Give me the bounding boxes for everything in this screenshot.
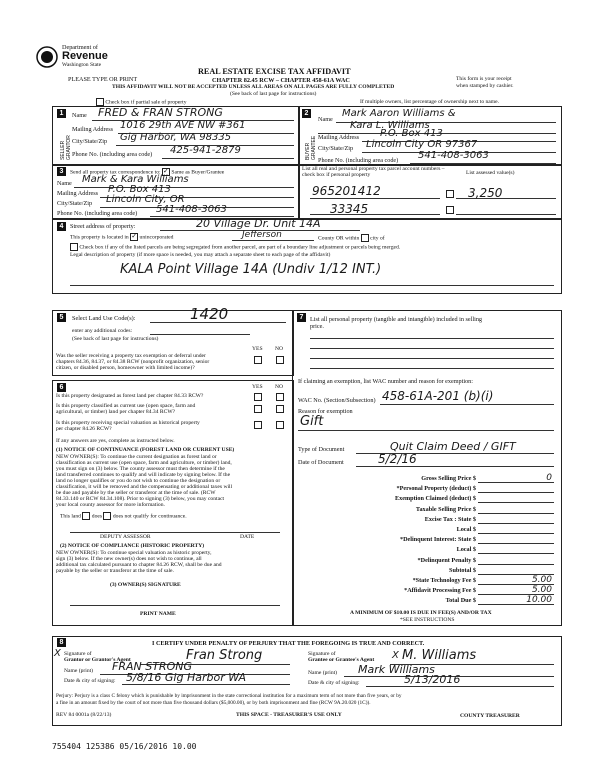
parcel-header: List all real and personal property tax parcel account numbers – check box if personal property	[302, 166, 445, 179]
s6-q3b: per chapter 84.26 RCW?	[56, 426, 112, 432]
section5-number: 5	[57, 313, 66, 322]
land-use-label: Select Land Use Code(s):	[72, 315, 136, 322]
nocomp-title: (2) NOTICE OF COMPLIANCE (HISTORIC PROPERTY)	[60, 543, 205, 549]
s5-see-back: (See back of last page for instructions)	[72, 336, 159, 342]
s6-if-yes: If any answers are yes, complete as instructed below.	[56, 438, 175, 444]
wac-value[interactable]: 458-61A-201 (b)(i)	[382, 389, 494, 403]
sig-grantee-value[interactable]: M. Williams	[402, 648, 477, 663]
calc-label: Total Due $	[445, 597, 476, 605]
s5-q1: Was the seller receiving a property tax exemption or deferral under	[56, 353, 206, 359]
noc-line: be due and payable by the seller or transferor at the time of sale. (RCW	[56, 490, 216, 496]
s5-no-checkbox[interactable]	[276, 356, 284, 364]
name-print-label: Name (print)	[64, 668, 94, 674]
legal-label: Legal description of property (if more space is needed, you may attach a separate sheet to each page of the affidavit)	[70, 252, 331, 258]
s2-phone-value[interactable]: 541-408-3063	[418, 150, 489, 161]
same-as-buyer-checkbox[interactable]: ✓	[163, 167, 169, 175]
calc-label: *Delinquent Penalty $	[417, 556, 476, 564]
section1-number: 1	[57, 109, 66, 118]
receipt-note1: This form is your receipt	[456, 76, 512, 82]
s1-mailing-value[interactable]: 1016 29th AVE NW #361	[120, 120, 246, 131]
s5-yes: YES	[252, 346, 263, 352]
s2-name-value2[interactable]: Kara L. Williams	[350, 120, 430, 131]
county-treasurer: COUNTY TREASURER	[460, 713, 520, 719]
name-print-value[interactable]: FRAN STRONG	[112, 660, 192, 673]
sig-grantee-label1: Signature of	[308, 651, 336, 657]
multiple-owners: If multiple owners, list percentage of ownership next to name.	[360, 99, 500, 105]
s6-q3-yes-checkbox[interactable]	[254, 421, 262, 429]
street-label: Street address of property:	[70, 223, 136, 230]
sig-grantor-label2: Grantor or Grantor's Agent	[64, 657, 131, 663]
doc-date-value[interactable]: 5/2/16	[378, 452, 417, 466]
noc-line: land no longer qualifies or you do not wish to continue the designation or	[56, 478, 221, 484]
partial-sale-row	[96, 98, 187, 106]
s3-city-label: City/State/Zip	[57, 200, 93, 207]
s1-name-label: Name	[72, 112, 87, 119]
section8-number: 8	[57, 638, 66, 647]
s5-q3: citizen, or disabled person, homeowner with limited income)?	[56, 365, 195, 371]
s2-mailing-value[interactable]: P.O. Box 413	[380, 128, 443, 139]
date-city-label: Date & city of signing:	[64, 678, 116, 684]
noc-title: (1) NOTICE OF CONTINUANCE (FOREST LAND OR CURRENT USE)	[56, 447, 235, 453]
s2-name-value1[interactable]: Mark Aaron Williams &	[342, 108, 456, 119]
dept-line3: Washington State	[62, 62, 102, 68]
deputy-assessor: DEPUTY ASSESSOR	[100, 534, 151, 540]
partial-sale-label: Check box if partial sale of property	[105, 99, 187, 106]
parcel-2-checkbox[interactable]	[446, 206, 454, 214]
s1-city-value[interactable]: Gig Harbor, WA 98335	[120, 132, 232, 143]
s6-q3-no-checkbox[interactable]	[276, 421, 284, 429]
print-name-label: PRINT NAME	[140, 611, 176, 617]
form-warning: THIS AFFIDAVIT WILL NOT BE ACCEPTED UNLESS ALL AREAS ON ALL PAGES ARE FULLY COMPLETED	[112, 84, 395, 90]
s6-q2b: agricultural, or timber) land per chapter 84.34 RCW?	[56, 409, 176, 415]
section2-number: 2	[302, 109, 311, 118]
doc-date-label: Date of Document	[298, 459, 344, 466]
form-title: REAL ESTATE EXCISE TAX AFFIDAVIT	[198, 67, 351, 76]
doc-type-label: Type of Document	[298, 446, 345, 453]
parcel-1[interactable]: 965201412	[312, 184, 381, 198]
parcel-2[interactable]: 33345	[330, 202, 369, 216]
noc-line: 84.33.140 or RCW 84.34.108). Prior to signing (3) below, you may contact	[56, 496, 225, 502]
s3-name-label: Name	[57, 180, 72, 187]
perjury-line1: Perjury: Perjury is a class C felony which is punishable by imprisonment in the state correctional institution for a maximum term of not more than five years, or by	[56, 693, 402, 699]
see-back: (See back of last page for instructions)	[230, 91, 317, 97]
this-land-row: This land does does not qualify for continuance.	[60, 513, 187, 520]
dept-line2: Revenue	[62, 50, 108, 62]
calc-label: Local $	[456, 526, 476, 533]
min-note: A MINIMUM OF $10.00 IS DUE IN FEE(S) AND/OR TAX	[350, 610, 492, 616]
treasurer-space: THIS SPACE - TREASURER'S USE ONLY	[236, 712, 342, 718]
rev-code: REV 84 0001a (8/22/13)	[56, 712, 112, 718]
s3-name-value[interactable]: Mark & Kara Williams	[82, 174, 189, 185]
s6-q2-no-checkbox[interactable]	[276, 405, 284, 413]
s6-q1-yes-checkbox[interactable]	[254, 393, 262, 401]
street-value[interactable]: 20 Village Dr. Unit 14A	[196, 217, 321, 230]
section1-side-label: SELLER GRANTOR	[60, 135, 72, 160]
s3-city-value[interactable]: Lincoln City, OR	[106, 194, 185, 205]
calc-label: *State Technology Fee $	[412, 577, 476, 584]
form-chapter: CHAPTER 82.45 RCW – CHAPTER 458-61A WAC	[212, 77, 350, 84]
s3-mailing-value[interactable]: P.O. Box 413	[108, 184, 171, 195]
receipt-note2: when stamped by cashier.	[456, 83, 514, 89]
legal-value[interactable]: KALA Point Village 14A (Undiv 1/12 INT.)	[120, 262, 382, 277]
s6-q2-yes-checkbox[interactable]	[254, 405, 262, 413]
date-city-label2: Date & city of signing:	[308, 680, 360, 686]
exemption-claim: If claiming an exemption, list WAC number and reason for exemption:	[298, 378, 473, 385]
section6-number: 6	[57, 383, 66, 392]
noc-line: NEW OWNER(S): To continue the current designation as forest land or	[56, 454, 217, 460]
date-city-value2[interactable]: 5/13/2016	[404, 673, 461, 686]
calc-label: *Personal Property (deduct) $	[396, 485, 476, 493]
nocomp-line: additional tax calculated pursuant to chapter 84.26 RCW, shall be due and	[56, 562, 222, 568]
land-use-value[interactable]: 1420	[190, 305, 229, 323]
assessed-header: List assessed value(s)	[466, 170, 515, 176]
s1-phone-label: Phone No. (including area code)	[72, 151, 153, 158]
calc-label: Exemption Claimed (deduct) $	[395, 495, 476, 503]
deputy-date: DATE	[240, 534, 255, 540]
s3-phone-label: Phone No. (including area code)	[57, 210, 138, 217]
sig-grantee-label2: Grantee or Grantee's Agent	[308, 657, 375, 663]
city-checkbox[interactable]	[361, 234, 369, 242]
sig-grantor-value[interactable]: Fran Strong	[186, 648, 263, 663]
wac-label: WAC No. (Section/Subsection)	[298, 397, 376, 404]
s3-mailing-label: Mailing Address	[57, 190, 99, 197]
dept-line1: Department of	[62, 44, 98, 51]
date-city-value[interactable]: 5/8/16 Gig Harbor WA	[126, 671, 247, 684]
nocomp-line: payable by the seller or transferor at the time of sale.	[56, 568, 174, 574]
noc-line: classification, it will be removed and the compensating or additional taxes will	[56, 484, 233, 490]
s1-city-label: City/State/Zip	[72, 138, 108, 145]
owner-sig-label: (3) OWNER(S) SIGNATURE	[110, 582, 181, 588]
s6-q1: Is this property designated as forest land per chapter 84.33 RCW?	[56, 393, 204, 399]
section2-side-label: BUYER GRANTEE	[305, 135, 317, 160]
see-instructions: *SEE INSTRUCTIONS	[400, 617, 455, 623]
s6-no: NO	[275, 384, 284, 390]
perjury-line2: a fine in an amount fixed by the court of not more than five thousand dollars ($5,000.00), or by both imprisonment and fine (RCW 9A.20.020 (1C)).	[56, 700, 371, 706]
noc-line: you must sign on (3) below. The county assessor must then determine if the	[56, 466, 225, 472]
enter-any: enter any additional codes:	[72, 328, 133, 334]
s1-name-value[interactable]: FRED & FRAN STRONG	[98, 106, 223, 119]
noc-line: classification as current use (open space, farm and agriculture, or timber) land,	[56, 460, 232, 466]
s3-correspondence: Send all property tax correspondence to: ✓ Same as Buyer/Grantee	[70, 167, 225, 176]
noc-line: land transferred continues to qualify and will indicate by signing below. If the	[56, 472, 231, 478]
calc-label: Gross Selling Price $	[421, 475, 476, 482]
sig-grantor-label1: Signature of	[64, 651, 92, 657]
partial-sale-checkbox[interactable]	[96, 98, 104, 106]
s1-mailing-label: Mailing Address	[72, 126, 114, 133]
nocomp-line: NEW OWNER(S): To continue special valuation as historic property,	[56, 550, 212, 556]
personal-label2: price.	[310, 323, 324, 330]
s5-yes-checkbox[interactable]	[254, 356, 262, 364]
s2-city-label: City/State/Zip	[318, 145, 354, 152]
calc-value[interactable]: 5.00	[531, 575, 552, 585]
doc-type-value[interactable]: Quit Claim Deed / GIFT	[390, 440, 516, 453]
revenue-logo	[62, 44, 108, 68]
assessed-1[interactable]: 3,250	[468, 186, 503, 200]
calc-label: Taxable Selling Price $	[415, 505, 476, 513]
segregated-row: Check box if any of the listed parcels are being segregated from another parcel, are part of a boundary line adjustment or parcels being merged.	[70, 243, 400, 251]
calc-value[interactable]: 5.00	[531, 585, 552, 596]
s6-q1-no-checkbox[interactable]	[276, 393, 284, 401]
calc-label: *Delinquent Interest: State $	[399, 536, 476, 544]
calc-value[interactable]: 10.00	[526, 595, 552, 606]
county-value[interactable]: Jefferson	[242, 230, 282, 240]
calc-label: Local $	[456, 546, 476, 554]
personal-label: List all personal property (tangible and intangible) included in selling	[310, 316, 483, 323]
calc-label: Excise Tax : State $	[424, 515, 476, 523]
noc-line: your local county assessor for more information.	[56, 502, 165, 508]
section3-number: 3	[57, 167, 66, 176]
reason-value[interactable]: Gift	[300, 414, 324, 429]
segregated-checkbox[interactable]	[70, 243, 78, 251]
s2-mailing-label: Mailing Address	[318, 134, 360, 141]
parcel-1-checkbox[interactable]	[446, 190, 454, 198]
s2-city-value[interactable]: Lincoln City OR 97367	[366, 139, 478, 150]
receipt-stamp: 755404 125386 05/16/2016 10.00	[52, 742, 197, 751]
s3-phone-value[interactable]: 541-408-3063	[156, 204, 227, 215]
s1-phone-value[interactable]: 425-941-2879	[170, 145, 241, 156]
calc-label: Subtotal $	[449, 566, 476, 574]
s6-yes: YES	[252, 384, 263, 390]
s2-name-label: Name	[318, 116, 333, 123]
s5-no: NO	[275, 346, 284, 352]
x-mark-left: X	[54, 648, 61, 659]
revenue-seal-icon	[36, 46, 58, 68]
s5-q2: chapters 84.36, 84.37, or 84.38 RCW (nonprofit organization, senior	[56, 359, 210, 365]
s6-q2a: Is this property classified as current use (open space, farm and	[56, 403, 196, 409]
does-checkbox[interactable]	[82, 512, 90, 520]
county-row: County OR within city of	[318, 235, 385, 242]
certify: I CERTIFY UNDER PENALTY OF PERJURY THAT THE FOREGOING IS TRUE AND CORRECT.	[152, 640, 425, 647]
reason-label: Reason for exemption	[298, 408, 353, 415]
x-mark-right: X	[392, 650, 399, 661]
name-print-value2[interactable]: Mark Williams	[358, 663, 435, 676]
s6-q3a: Is this property receiving special valuation as historical property	[56, 420, 200, 426]
please-type: PLEASE TYPE OR PRINT	[68, 76, 138, 83]
located-row: This property is located in ✓ unincorporated	[70, 232, 174, 241]
section4-number: 4	[57, 222, 66, 231]
calc-label: *Affidavit Processing Fee $	[404, 587, 476, 595]
s2-phone-label: Phone No. (including area code)	[318, 157, 399, 164]
unincorporated-checkbox[interactable]: ✓	[131, 232, 138, 240]
section7-number: 7	[297, 313, 306, 322]
name-print-label2: Name (print)	[308, 670, 338, 676]
does-not-checkbox[interactable]	[103, 512, 111, 520]
nocomp-line: sign (3) below. If the new owner(s) does not wish to continue, all	[56, 556, 202, 562]
calc-value[interactable]: 0	[546, 473, 552, 483]
